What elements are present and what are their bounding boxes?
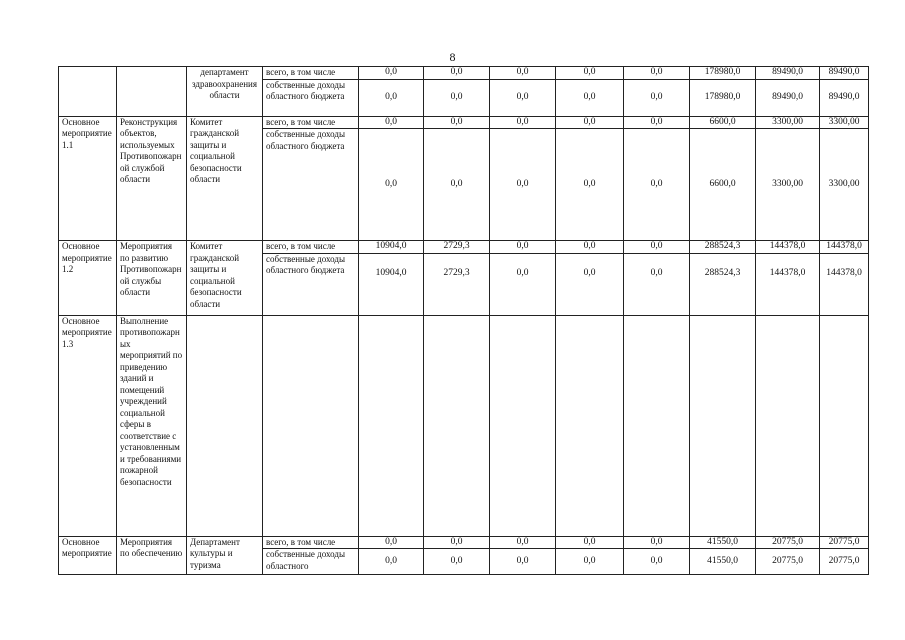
value-cell: 0,0 [490, 536, 556, 549]
value-cell: 6600,0 [690, 129, 756, 241]
activity-cell: Основное мероприятие [59, 536, 117, 575]
value-cell: 0,0 [490, 253, 556, 315]
value-cell: 0,0 [359, 116, 424, 129]
table-row [59, 315, 869, 536]
activity-cell: Основное мероприятие 1.1 [59, 116, 117, 241]
value-cell: 288524,3 [690, 253, 756, 315]
value-cell: 178980,0 [690, 67, 756, 80]
table-row [59, 116, 869, 129]
value-cell: 0,0 [490, 549, 556, 575]
name-cell: Мероприятия по развитию Противопожарной службы области [117, 241, 187, 316]
value-cell: 6600,0 [690, 116, 756, 129]
name-cell [117, 67, 187, 117]
value-cell: 3300,00 [756, 116, 820, 129]
value-cell: 3300,00 [820, 116, 869, 129]
value-cell: 0,0 [556, 536, 624, 549]
source-cell: всего, в том числе [263, 67, 359, 80]
executor-cell: департамент здравоохранения области [187, 67, 263, 117]
executor-cell: Комитет гражданской защиты и социальной безопасности области [187, 241, 263, 316]
value-cell: 41550,0 [690, 549, 756, 575]
activity-cell: Основное мероприятие 1.2 [59, 241, 117, 316]
source-cell: собственные доходы областного бюджета [263, 129, 359, 241]
value-cell: 0,0 [359, 129, 424, 241]
value-cell: 0,0 [424, 67, 490, 80]
budget-table [58, 66, 869, 575]
value-cell: 0,0 [490, 67, 556, 80]
table-row [59, 536, 869, 549]
page-number: 8 [449, 50, 456, 64]
value-cell [359, 315, 424, 536]
value-cell: 2729,3 [424, 241, 490, 254]
value-cell [820, 315, 869, 536]
value-cell: 0,0 [424, 549, 490, 575]
value-cell: 10904,0 [359, 253, 424, 315]
value-cell: 41550,0 [690, 536, 756, 549]
name-cell: Мероприятия по обеспечению [117, 536, 187, 575]
value-cell: 20775,0 [820, 536, 869, 549]
value-cell [556, 315, 624, 536]
value-cell: 20775,0 [820, 549, 869, 575]
value-cell: 3300,00 [820, 129, 869, 241]
value-cell: 2729,3 [424, 253, 490, 315]
value-cell: 89490,0 [756, 67, 820, 80]
value-cell: 10904,0 [359, 241, 424, 254]
source-cell: всего, в том числе [263, 536, 359, 549]
activity-cell: Основное мероприятие 1.3 [59, 315, 117, 536]
executor-cell [187, 315, 263, 536]
value-cell: 0,0 [424, 116, 490, 129]
name-cell: Выполнение противопожарных мероприятий по приведению зданий и помещений учреждений социальной сферы в соответствие с установленными требованиями пожарной безопасности [117, 315, 187, 536]
value-cell [624, 315, 690, 536]
value-cell: 0,0 [490, 79, 556, 116]
value-cell: 178980,0 [690, 79, 756, 116]
source-cell: всего, в том числе [263, 116, 359, 129]
value-cell: 0,0 [490, 241, 556, 254]
value-cell [756, 315, 820, 536]
value-cell: 0,0 [424, 129, 490, 241]
value-cell: 0,0 [359, 549, 424, 575]
executor-cell: Комитет гражданской защиты и социальной безопасности области [187, 116, 263, 241]
value-cell: 0,0 [624, 67, 690, 80]
value-cell: 20775,0 [756, 536, 820, 549]
value-cell: 0,0 [556, 116, 624, 129]
value-cell: 0,0 [359, 67, 424, 80]
value-cell: 0,0 [490, 116, 556, 129]
activity-cell [59, 67, 117, 117]
value-cell: 0,0 [556, 549, 624, 575]
value-cell: 20775,0 [756, 549, 820, 575]
source-cell: собственные доходы областного бюджета [263, 79, 359, 116]
value-cell: 0,0 [556, 79, 624, 116]
value-cell: 0,0 [624, 241, 690, 254]
value-cell: 144378,0 [820, 253, 869, 315]
value-cell: 0,0 [624, 253, 690, 315]
executor-cell: Департамент культуры и туризма [187, 536, 263, 575]
value-cell: 0,0 [556, 241, 624, 254]
name-cell: Реконструкция объектов, используемых Противопожарной службой области [117, 116, 187, 241]
table-row [59, 241, 869, 254]
table-row [59, 67, 869, 80]
value-cell: 89490,0 [820, 79, 869, 116]
value-cell [424, 315, 490, 536]
source-cell: собственные доходы областного [263, 549, 359, 575]
value-cell: 288524,3 [690, 241, 756, 254]
value-cell: 0,0 [624, 116, 690, 129]
value-cell: 0,0 [624, 79, 690, 116]
value-cell: 0,0 [624, 549, 690, 575]
value-cell: 144378,0 [820, 241, 869, 254]
value-cell: 0,0 [359, 79, 424, 116]
value-cell: 89490,0 [820, 67, 869, 80]
value-cell [690, 315, 756, 536]
value-cell: 144378,0 [756, 241, 820, 254]
value-cell: 0,0 [359, 536, 424, 549]
value-cell: 3300,00 [756, 129, 820, 241]
source-cell: всего, в том числе [263, 241, 359, 254]
value-cell: 0,0 [624, 536, 690, 549]
value-cell: 0,0 [424, 79, 490, 116]
value-cell: 0,0 [490, 129, 556, 241]
value-cell: 0,0 [624, 129, 690, 241]
value-cell: 89490,0 [756, 79, 820, 116]
value-cell [490, 315, 556, 536]
value-cell: 0,0 [424, 536, 490, 549]
value-cell: 0,0 [556, 129, 624, 241]
source-cell: собственные доходы областного бюджета [263, 253, 359, 315]
value-cell: 0,0 [556, 67, 624, 80]
value-cell: 0,0 [556, 253, 624, 315]
source-cell [263, 315, 359, 536]
value-cell: 144378,0 [756, 253, 820, 315]
